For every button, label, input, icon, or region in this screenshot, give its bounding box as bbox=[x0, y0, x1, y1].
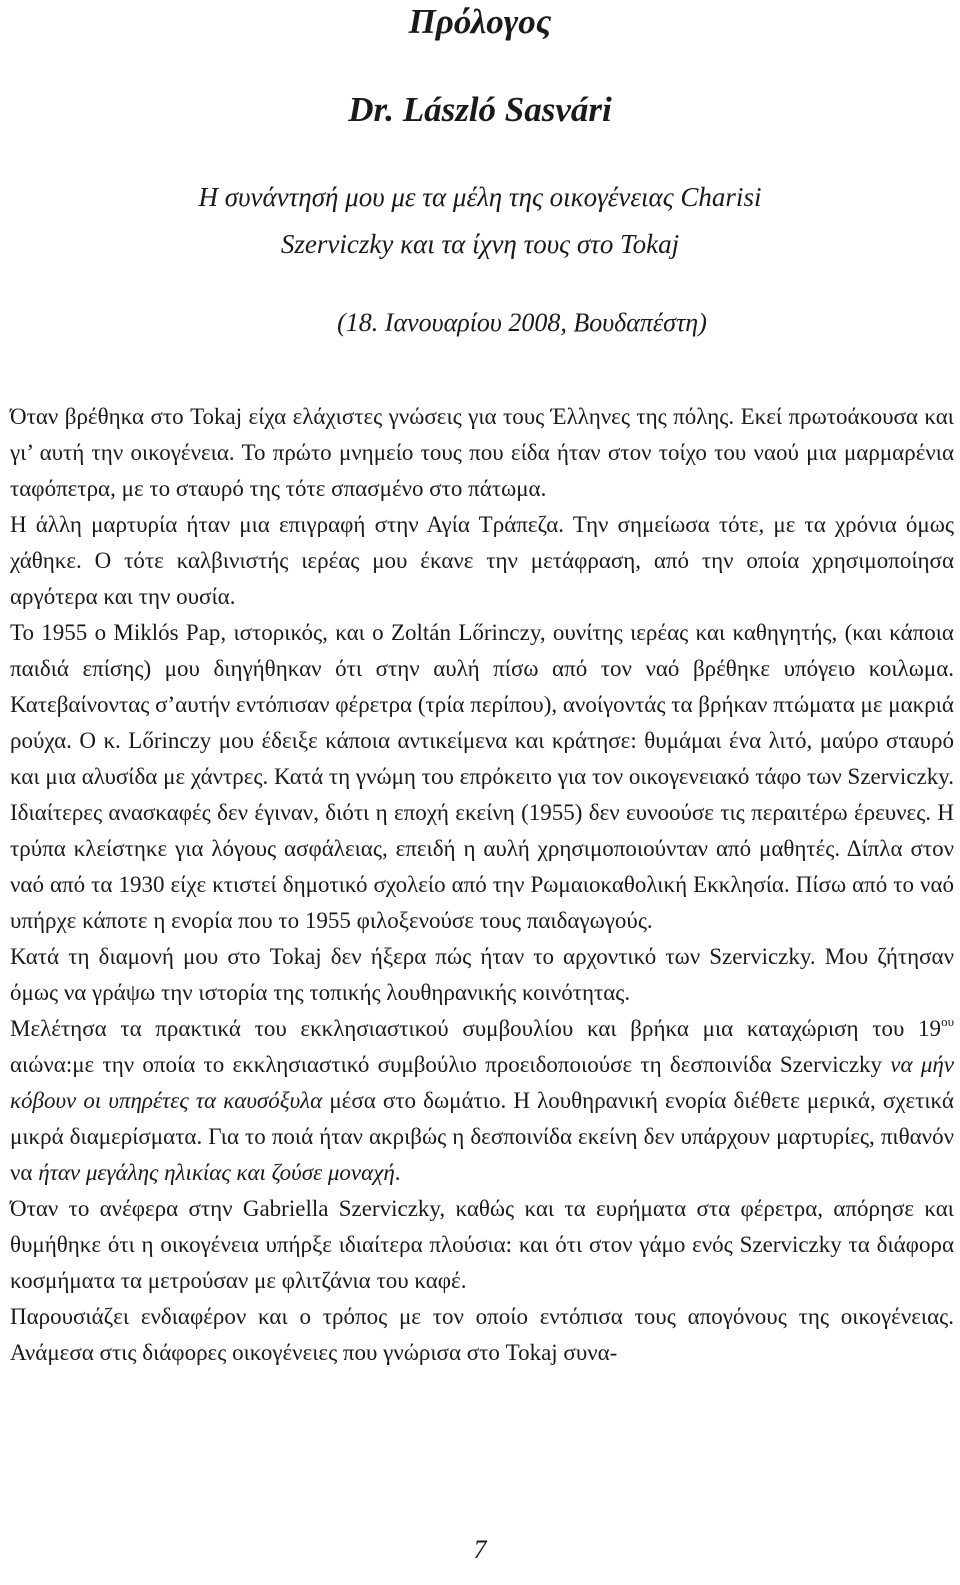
body-text bbox=[10, 399, 954, 1371]
paragraph-2: Η άλλη μαρτυρία ήταν μια επιγραφή στην Αγία Τράπεζα. Την σημείωσα τότε, με τα χρόνια όμως χάθηκε. Ο τότε καλβινιστής ιερέας μου έκανε την μετάφραση, από την οποία χρησιμοποίησα αργότερα και την ουσία. bbox=[10, 512, 954, 609]
paragraph-1: Όταν βρέθηκα στο Tokaj είχα ελάχιστες γνώσεις για τους Έλληνες της πόλης. Εκεί πρωτοάκουσα και γι’ αυτή την οικογένεια. Το πρώτο μνημείο τους που είδα ήταν στον τοίχο του ναού μια μαρμαρένια ταφόπετρα, με το σταυρό της τότε σπασμένο στο πάτωμα. bbox=[10, 404, 954, 501]
essay-title-line-1: Η συνάντησή μου με τα μέλη της οικογένειας Charisi bbox=[198, 182, 762, 212]
date-place: (18. Ιανουαρίου 2008, Βουδαπέστη) bbox=[337, 308, 707, 337]
paragraph-5-part-a: Μελέτησα τα πρακτικά του εκκλησιαστικού συμβουλίου και βρήκα μια καταχώριση του 19 bbox=[10, 1016, 942, 1041]
paragraph-4: Κατά τη διαμονή μου στο Tokaj δεν ήξερα πώς ήταν το αρχοντικό των Szerviczky. Μου ζήτησαν όμως να γράψω την ιστορία της τοπικής λουθηρανικής κοινότητας. bbox=[10, 944, 954, 1005]
paragraph-6: Όταν το ανέφερα στην Gabriella Szerviczky, καθώς και τα ευρήματα στα φέρετρα, απόρησε και θυμήθηκε ότι η οικογένεια υπήρξε ιδιαίτερα πλούσια: και ότι στον γάμο ενός Szerviczky τα διάφορα κοσμήματα τα μετρούσαν με φλιτζάνια του καφέ. bbox=[10, 1196, 954, 1293]
essay-title-line-2: Szerviczky και τα ίχνη τους στο Tokaj bbox=[280, 229, 680, 259]
paragraph-7: Παρουσιάζει ενδιαφέρον και ο τρόπος με τον οποίο εντόπισα τους απογόνους της οικογένειας. Ανάμεσα στις διάφορες οικογένειες που γνώρισα στο Tokaj συνα- bbox=[10, 1304, 954, 1365]
italic-quote-1: να μήν κόβουν οι υπηρέτες τα καυσόξυλα bbox=[10, 1052, 954, 1113]
page-number: 7 bbox=[473, 1535, 487, 1564]
section-title: Πρόλογος bbox=[408, 2, 552, 41]
paragraph-5-part-b: αιώνα:με την οποία το εκκλησιαστικό συμβούλιο προειδοποιούσε τη δεσποινίδα Szerviczky bbox=[10, 1052, 891, 1077]
italic-quote-2: ήταν μεγάλης ηλικίας και ζούσε μοναχή bbox=[38, 1160, 395, 1185]
superscript-ou: ου bbox=[941, 1014, 954, 1029]
paragraph-3: Το 1955 ο Miklós Pap, ιστορικός, και ο Zoltán Lőrinczy, ουνίτης ιερέας και καθηγητής, (και κάποια παιδιά επίσης) μου διηγήθηκαν ότι στην αυλή πίσω από τον ναό βρέθηκε υπόγειο κοιλωμα. Κατεβαίνοντας σ’αυτήν εντόπισαν φέρετρα (τρία περίπου), ανοίγοντάς τα βρήκαν πτώματα με μακριά ρούχα. Ο κ. Lőrinczy μου έδειξε κάποια αντικείμενα και κράτησε: θυμάμαι ένα λιτό, μαύρο σταυρό και μια αλυσίδα με χάντρες. Κατά τη γνώμη του επρόκειτο για τον οικογενειακό τάφο των Szerviczky. Ιδιαίτερες ανασκαφές δεν έγιναν, διότι η εποχή εκείνη (1955) δεν ευνοούσε τις περαιτέρω έρευνες. Η τρύπα κλείστηκε για λόγους ασφάλειας, επειδή η αυλή χρησιμοποιούνταν από μαθητές. Δίπλα στον ναό από τα 1930 είχε κτιστεί δημοτικό σχολείο από την Ρωμαιοκαθολική Εκκλησία. Πίσω από το ναό υπήρχε κάποτε η ενορία που το 1955 φιλοξενούσε τους παιδαγωγούς. bbox=[10, 620, 954, 933]
author-name: Dr. László Sasvári bbox=[348, 90, 612, 129]
paragraph-5 bbox=[10, 1011, 954, 1191]
paragraph-5-part-c: μέσα στο δωμάτιο. Η λουθηρανική ενορία διέθετε μερικά, σχετικά μικρά διαμερίσματα. Για το ποιά ήταν ακριβώς η δεσποινίδα εκείνη δεν υπάρχουν μαρτυρίες, πιθανόν να bbox=[10, 1088, 954, 1185]
paragraph-5-part-d: . bbox=[394, 1160, 401, 1185]
